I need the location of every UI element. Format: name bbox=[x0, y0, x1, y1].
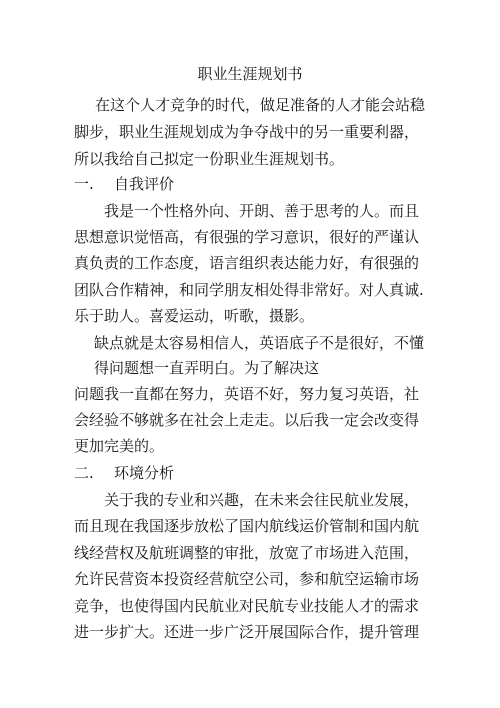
section-1-line-5: 乐于助人。喜爱运动，听歌，摄影。 bbox=[74, 307, 315, 325]
section-2-line-6: 进一步扩大。还进一步广泛开展国际合作，提升管理 bbox=[74, 623, 420, 641]
intro-line-3: 所以我给自己拟定一份职业生涯规划书。 bbox=[74, 150, 345, 168]
section-2-line-3: 线经营权及航班调整的审批，放宽了市场进入范围， bbox=[74, 544, 420, 562]
intro-line-2: 脚步，职业生涯规划成为争夺战中的另一重要利器， bbox=[74, 123, 420, 141]
section-1-line-9: 会经验不够就多在社会上走走。以后我一定会改变得 bbox=[74, 411, 420, 429]
section-1-line-3: 真负责的工作态度，语言组织表达能力好，有很强的 bbox=[74, 254, 420, 272]
section-2-number: 二. bbox=[74, 464, 94, 482]
section-1-line-10: 更加完美的。 bbox=[74, 437, 165, 455]
section-1-line-6: 缺点就是太容易相信人，英语底子不是很好，不懂 bbox=[94, 334, 425, 352]
section-2-line-5: 竞争，也使得国内民航业对民航专业技能人才的需求 bbox=[74, 597, 420, 615]
section-1-line-8: 问题我一直都在努力，英语不好，努力复习英语，社 bbox=[74, 385, 420, 403]
section-2-heading bbox=[74, 463, 174, 483]
section-1-line-4: 团队合作精神，和同学朋友相处得非常好。对人真诚. bbox=[74, 281, 424, 299]
section-2-line-4: 允许民营资本投资经营航空公司，参和航空运输市场 bbox=[74, 570, 420, 588]
section-1-line-7: 得问题想一直弄明白。为了解决这 bbox=[94, 359, 320, 377]
section-1-number: 一. bbox=[74, 175, 94, 193]
section-1-title: 自我评价 bbox=[114, 175, 175, 193]
section-1-heading bbox=[74, 174, 174, 194]
section-1-line-2: 思想意识觉悟高，有很强的学习意识，很好的严谨认 bbox=[74, 228, 420, 246]
document-title: 职业生涯规划书 bbox=[197, 65, 303, 83]
section-2-line-1: 关于我的专业和兴趣，在未来会往民航业发展， bbox=[104, 491, 420, 509]
intro-line-1: 在这个人才竞争的时代，做足准备的人才能会站稳 bbox=[95, 96, 426, 114]
section-2-title: 环境分析 bbox=[114, 464, 175, 482]
section-1-line-1: 我是一个性格外向、开朗、善于思考的人。而且 bbox=[104, 202, 420, 220]
section-2-line-2: 而且现在我国逐步放松了国内航线运价管制和国内航 bbox=[74, 517, 420, 535]
